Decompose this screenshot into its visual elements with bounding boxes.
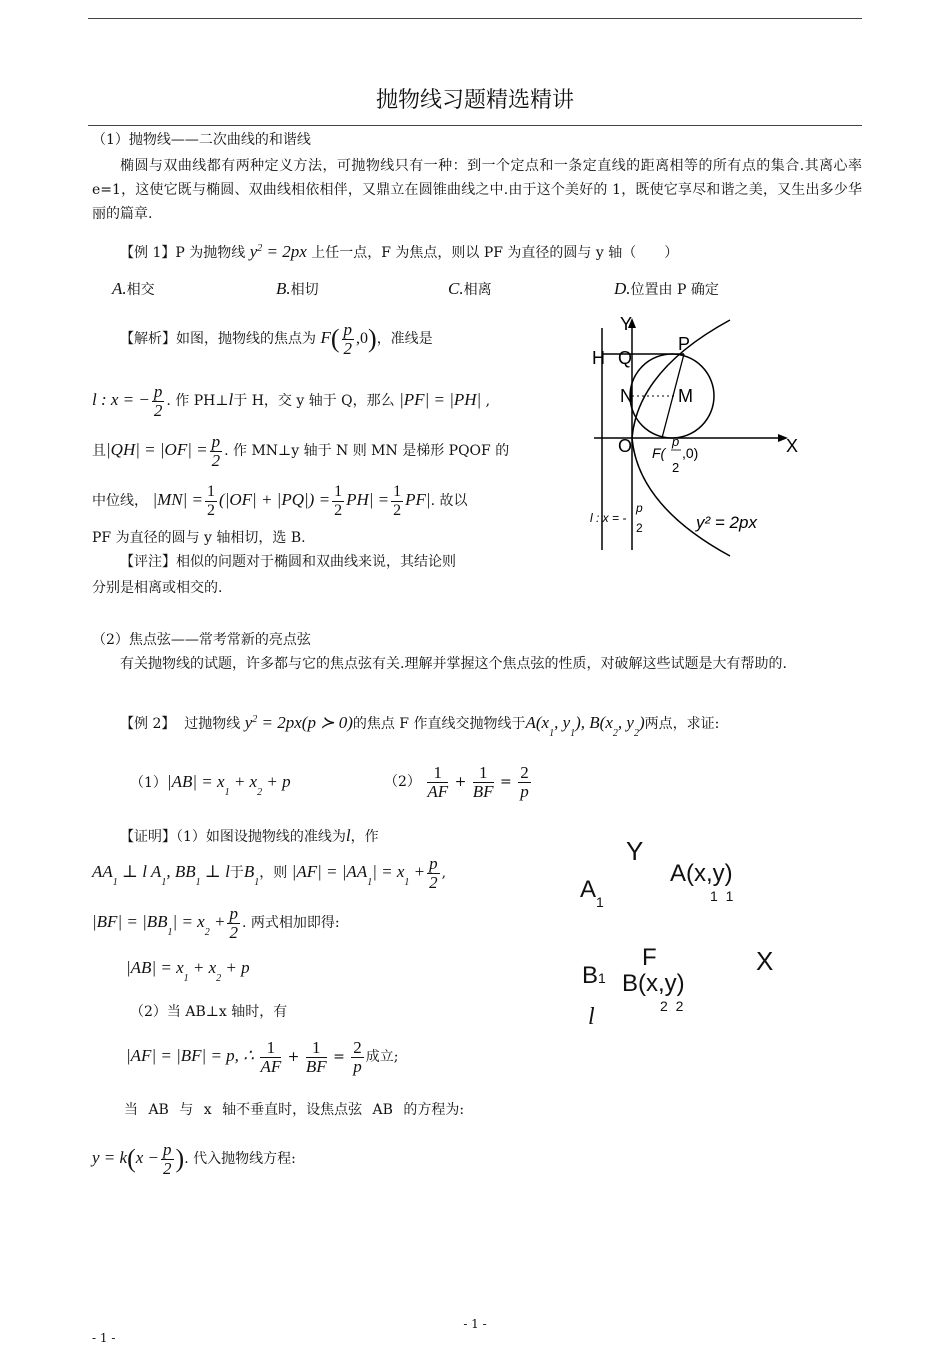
proof-line-3: $|BF| = |BB_1| = x_2$ + $\frac{p}{2}$ . 两式相加即得: [92,903,340,942]
fig1-o-label: O [618,436,633,456]
proof-line-7: 当 AB 与 x 轴不垂直时，设焦点弦 AB 的方程为: [124,1102,465,1118]
fig2-a-label: A(x,y) [670,860,733,887]
proof-line-6: |AF| = |BF| = p, ∴ $\frac{1}{AF}$ + $\frac{1}{BF}$ = $\frac{2}{p}$ 成立; [126,1037,399,1076]
parabola-figure [580,310,810,560]
fig1-directrix-label: l : x = - [590,511,627,525]
solution-line-5: PF 为直径的圆与 y 轴相切，选 B. [92,530,306,546]
fig1-m-label: M [678,386,693,406]
option-b: B.相切 [276,279,319,298]
section1-heading: （1）抛物线——二次曲线的和谐线 [92,132,311,148]
page-number-left: - 1 - [92,1331,116,1345]
fig2-a1-label: $A_1$ [580,876,604,910]
example1-text-a: P 为抛物线 [175,245,246,261]
comment-line-1: 【评注】相似的问题对于椭圆和双曲线来说，其结论则 [120,554,456,570]
fig2-y-label: Y [626,836,644,866]
solution-line-3: 且|QH| = |OF| = $\frac{p}{2}$ . 作 MN⊥y 轴于 N 则 MN 是梯形 PQOF 的 [92,431,510,470]
fig1-p-label: P [678,334,691,354]
proof-line-8: y = k(x − $\frac{p}{2}$ ). 代入抛物线方程: [92,1139,296,1178]
fig2-l-label: l [588,1004,595,1030]
fig1-f-den: 2 [672,460,680,475]
proof-line-5: （2）当 AB⊥x 轴时，有 [130,1004,288,1020]
fig1-f-tail: ,0) [682,445,699,461]
option-c: C.相离 [448,279,492,298]
fig1-q-label: Q [618,348,633,368]
fig1-f-label: F( [652,445,666,461]
fig1-x-label: X [786,436,799,456]
comment-line-2: 分别是相离或相交的. [92,580,223,596]
proof-line-4: $|AB| = x_1 + x_2 + p$ [126,958,250,984]
fig2-f-label: F [642,944,657,971]
fig1-dir-num: p [636,501,643,515]
top-rule [88,18,862,19]
section2-intro: 有关抛物线的试题，许多都与它的焦点弦有关.理解并掌握这个焦点弦的性质，对破解这些试题是大有帮助的. [120,656,787,672]
option-d: D.位置由 P 确定 [614,279,719,298]
fig2-a-subscripts: 1 1 [710,888,734,904]
section2-heading: （2）焦点弦——常考常新的亮点弦 [92,632,311,648]
example1-text-b: 上任一点，F 为焦点，则以 PF 为直径的圆与 y 轴（ ） [311,245,679,261]
solution-line-1: 【解析】如图，抛物线的焦点为 F( $\frac{p}{2}$ ,0)，准线是 [120,319,433,358]
proof-line-1: 【证明】（1）如图设抛物线的准线为l，作 [120,826,379,845]
example1-parabola-eq: $y^2 = 2px$ [249,242,307,261]
fig2-b1-label: B1 [582,962,606,989]
section1-intro: 椭圆与双曲线都有两种定义方法，可抛物线只有一种：到一个定点和一条定直线的距离相等的所有点的集合.其离心率 e=1，这使它既与椭圆、双曲线相依相伴，又鼎立在圆锥曲线之中.由于这个美好的 1，既使它享尽和谐之美，又生出多少华丽的篇章. [92,158,862,222]
option-a: A.相交 [112,279,155,298]
fig1-curve-eq: y² = 2px [696,513,757,532]
page-number: - 1 - [463,1317,487,1331]
fig1-dir-den: 2 [636,521,643,535]
example2-claim-1: $(1)|AB| = x_1 + x_2 + p$ [130,772,291,798]
example1-question [120,240,678,267]
fig2-b-label: B(x,y) [622,970,685,997]
proof-line-2: $AA_1$ ⊥ l $A_1$, $BB_1$ ⊥ l于$B_1$，则 $|AF| = |AA_1| = x_1$ + $\frac{p}{2}$ , [92,853,447,892]
example2-claim-2: （2） $\frac{1}{AF}$ + $\frac{1}{BF}$ = $\frac{2}{p}$ [384,762,529,801]
title-rule [88,125,862,126]
solution-line-2: l : x = − $\frac{p}{2}$ . 作 PH⊥l于 H，交 y 轴于 Q，那么 |PF| = |PH| , [92,381,491,420]
fig1-n-label: N [620,386,633,406]
example1-label: 【例 1】 [120,245,176,261]
fig1-y-label: Y [620,314,633,334]
fig2-b-subscripts: 2 2 [660,998,684,1014]
fig1-h-label: H [592,348,605,368]
solution-line-4: 中位线， |MN| = $\frac{1}{2}$ (|OF| + |PQ|) = $\frac{1}{2}$ PH| = $\frac{1}{2}$ PF|. 故以 [92,482,468,519]
page-title: 抛物线习题精选精讲 [375,88,574,113]
example2-question: 【例 2】 过抛物线 $y^2 = 2px(p$ ≻ 0)的焦点 F 作直线交抛物线于$A(x_1$, $y_1$), $B(x_2$, $y_2$)两点，求证: [120,713,720,739]
fig1-f-num: p [672,434,680,449]
fig2-x-label: X [756,946,774,976]
